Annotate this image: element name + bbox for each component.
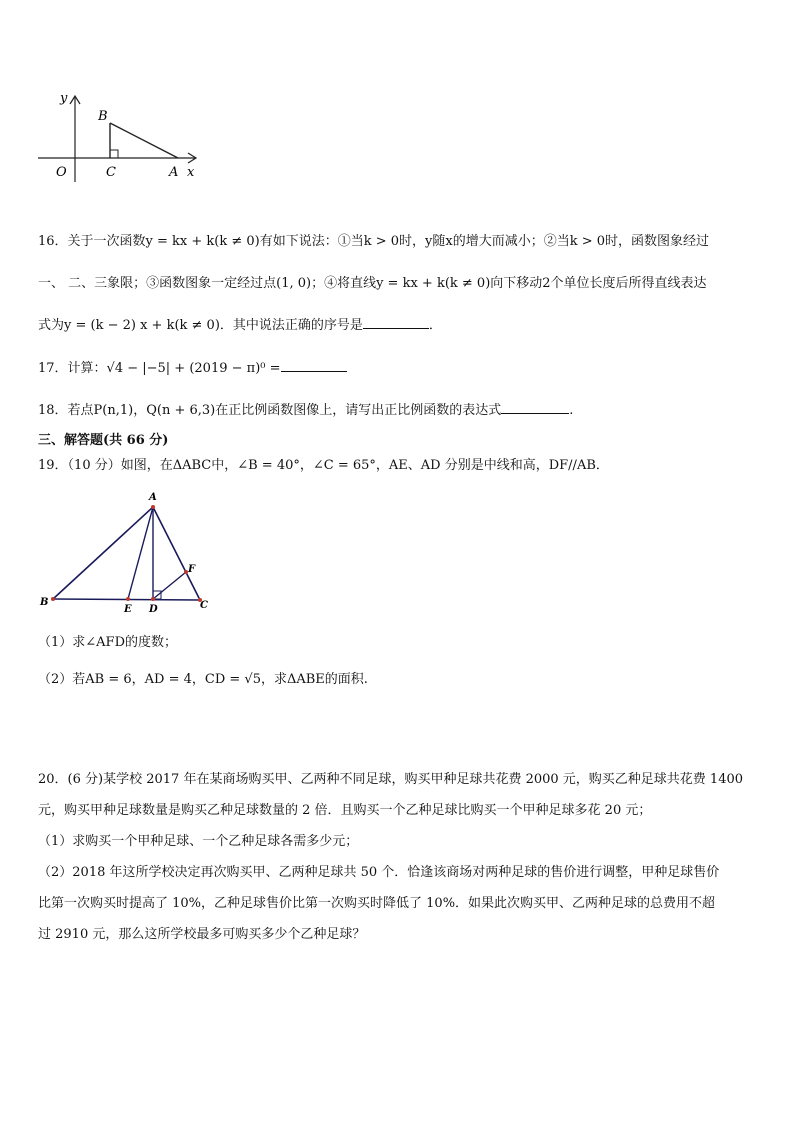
label-a: A: [169, 165, 179, 180]
label-b: B: [98, 109, 108, 124]
label-d: D: [149, 604, 158, 615]
q16-line-3-end: ．: [428, 318, 442, 333]
q20-part-1: （1）求购买一个甲种足球、一个乙种足球各需多少元；: [38, 834, 359, 849]
q20-part-2-line-2: 比第一次购买时提高了 10%，乙种足球售价比第一次购买时降低了 10%．如果此次购买甲、乙两种足球的总费用不超: [38, 896, 716, 911]
median-ae: [128, 507, 153, 599]
point-a: [151, 505, 155, 509]
point-d: [151, 597, 155, 601]
triangle-figure: [36, 488, 216, 618]
q16-answer-blank[interactable]: [363, 316, 429, 329]
q19-part-2: （2）若AB = 6，AD = 4，CD = √5，求ΔABE的面积.: [38, 672, 368, 687]
label-y: y: [60, 91, 68, 106]
q20-part-2-line-3: 过 2910 元，那么这所学校最多可购买多少个乙种足球？: [38, 927, 366, 942]
right-angle-mark: [110, 150, 118, 158]
q17-answer-blank[interactable]: [281, 359, 347, 372]
label-b: B: [40, 597, 49, 608]
label-f: F: [188, 564, 196, 575]
q16-line-2: 一、 二、三象限；③函数图象一定经过点(1, 0)；④将直线y = kx + k(k ≠ 0)向下移动2个单位长度后所得直线表达: [38, 276, 707, 291]
segment-ab: [53, 507, 153, 599]
section-3-heading: 三、解答题(共 66 分): [38, 433, 169, 448]
coordinate-figure: [30, 86, 210, 186]
q19-part-1: （1）求∠AFD的度数；: [38, 635, 177, 650]
q20-line-2: 元，购买甲种足球数量是购买乙种足球数量的 2 倍．且购买一个乙种足球比购买一个甲种足球多花 20 元；: [38, 803, 652, 818]
point-e: [126, 597, 130, 601]
segment-ba: [110, 123, 178, 158]
q20-line-1: 20．(6 分)某学校 2017 年在某商场购买甲、乙两种不同足球，购买甲种足球共花费 2000 元，购买乙种足球共花费 1400: [38, 772, 744, 787]
q16-line-1: 16．关于一次函数y = kx + k(k ≠ 0)有如下说法：①当k > 0时，y随x的增大而减小；②当k > 0时，函数图象经过: [38, 234, 710, 249]
q17-text: 17．计算：√4 − |−5| + (2019 − π)⁰ =: [38, 361, 281, 376]
q18-line: [38, 401, 573, 420]
label-x: x: [187, 165, 195, 180]
point-b: [51, 597, 55, 601]
q18-end: .: [569, 403, 574, 418]
label-o: O: [56, 165, 67, 180]
q17-line: [38, 359, 347, 378]
q16-line-3-text: 式为y = (k − 2) x + k(k ≠ 0)．其中说法正确的序号是: [38, 318, 363, 333]
label-e: E: [124, 604, 132, 615]
q18-answer-blank[interactable]: [501, 401, 569, 414]
segment-df: [153, 572, 186, 599]
q16-line-3: [38, 316, 442, 335]
label-c: C: [106, 165, 116, 180]
label-a: A: [149, 492, 157, 503]
q20-part-2-line-1: （2）2018 年这所学校决定再次购买甲、乙两种足球共 50 个．恰逢该商场对两种足球的售价进行调整，甲种足球售价: [38, 865, 720, 880]
q19-stem: 19．（10 分）如图，在ΔABC中，∠B = 40°，∠C = 65°，AE、AD 分别是中线和高，DF//AB．: [38, 458, 609, 473]
q18-text: 18．若点P(n,1)，Q(n + 6,3)在正比例函数图像上，请写出正比例函数的表达式: [38, 403, 502, 418]
label-c: C: [200, 600, 208, 611]
segment-ac: [153, 507, 200, 600]
